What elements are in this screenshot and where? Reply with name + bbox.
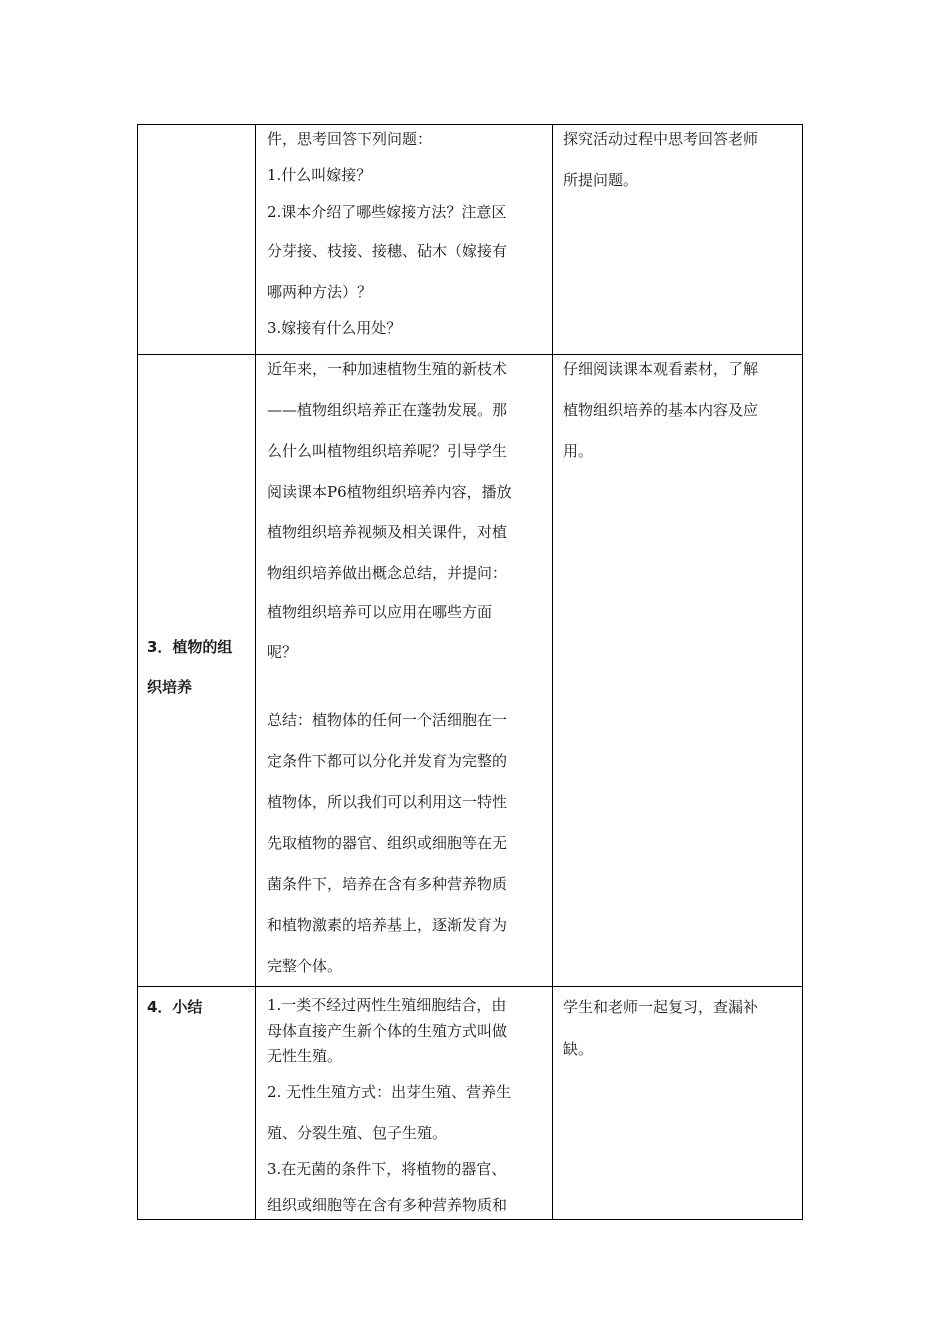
text-line: 植物组织培养的基本内容及应 [563, 401, 759, 419]
text-line: 阅读课本P6植物组织培养内容，播放 [267, 483, 512, 501]
section-title-cell [147, 986, 252, 1219]
text-line: 植物组织培养视频及相关课件，对植 [267, 523, 508, 541]
text-line: 2.课本介绍了哪些嫁接方法？注意区 [267, 203, 507, 221]
text-line: 和植物激素的培养基上，逐渐发育为 [267, 916, 508, 934]
text-line: 3.在无菌的条件下，将植物的器官、 [267, 1160, 507, 1178]
text-line: ——植物组织培养正在蓬勃发展。那 [267, 401, 508, 419]
student-activity-cell [563, 124, 799, 354]
section-title-line: 4．小结 [147, 998, 203, 1016]
section-title-line: 3．植物的组 [147, 638, 233, 656]
text-line: 缺。 [563, 1040, 594, 1058]
text-line: 先取植物的器官、组织或细胞等在无 [267, 834, 508, 852]
text-line: 完整个体。 [267, 957, 343, 975]
text-line: 菌条件下，培养在含有多种营养物质 [267, 875, 508, 893]
text-line: 近年来，一种加速植物生殖的新枝术 [267, 360, 508, 378]
text-line: 定条件下都可以分化并发育为完整的 [267, 752, 508, 770]
text-line: 3.嫁接有什么用处？ [267, 319, 402, 337]
teacher-activity-cell [267, 354, 547, 986]
table-row [137, 986, 803, 1219]
section-title-line: 织培养 [147, 678, 193, 696]
text-line: 2. 无性生殖方式：出芽生殖、营养生 [267, 1083, 512, 1101]
text-line: 1.什么叫嫁接？ [267, 166, 372, 184]
text-line: 学生和老师一起复习，查漏补 [563, 998, 759, 1016]
text-line: 母体直接产生新个体的生殖方式叫做 [267, 1022, 508, 1040]
text-line: 1.一类不经过两性生殖细胞结合，由 [267, 996, 507, 1014]
teacher-activity-cell [267, 986, 547, 1219]
text-line: 殖、分裂生殖、包子生殖。 [267, 1124, 448, 1142]
table-row [137, 354, 803, 986]
text-line: 仔细阅读课本观看素材，了解 [563, 360, 759, 378]
text-line: 么什么叫植物组织培养呢？引导学生 [267, 442, 508, 460]
text-line: 哪两种方法）？ [267, 283, 373, 301]
section-title-cell [147, 354, 252, 986]
student-activity-cell [563, 354, 799, 986]
text-line: 件，思考回答下列问题： [267, 130, 433, 148]
table-row [137, 124, 803, 354]
text-line: 所提问题。 [563, 171, 639, 189]
text-line: 呢？ [267, 643, 298, 661]
text-line: 用。 [563, 442, 594, 460]
text-line: 探究活动过程中思考回答老师 [563, 130, 759, 148]
text-line: 分芽接、枝接、接穗、砧木（嫁接有 [267, 242, 508, 260]
text-line: 植物体，所以我们可以利用这一特性 [267, 793, 508, 811]
text-line: 物组织培养做出概念总结，并提问： [267, 564, 508, 582]
text-line: 无性生殖。 [267, 1047, 343, 1065]
student-activity-cell [563, 986, 799, 1219]
text-line: 植物组织培养可以应用在哪些方面 [267, 603, 493, 621]
table-border-bottom [137, 1219, 803, 1220]
text-line: 组织或细胞等在含有多种营养物质和 [267, 1196, 508, 1214]
lesson-plan-table [137, 124, 803, 1220]
text-line: 总结：植物体的任何一个活细胞在一 [267, 711, 508, 729]
teacher-activity-cell [267, 124, 547, 354]
